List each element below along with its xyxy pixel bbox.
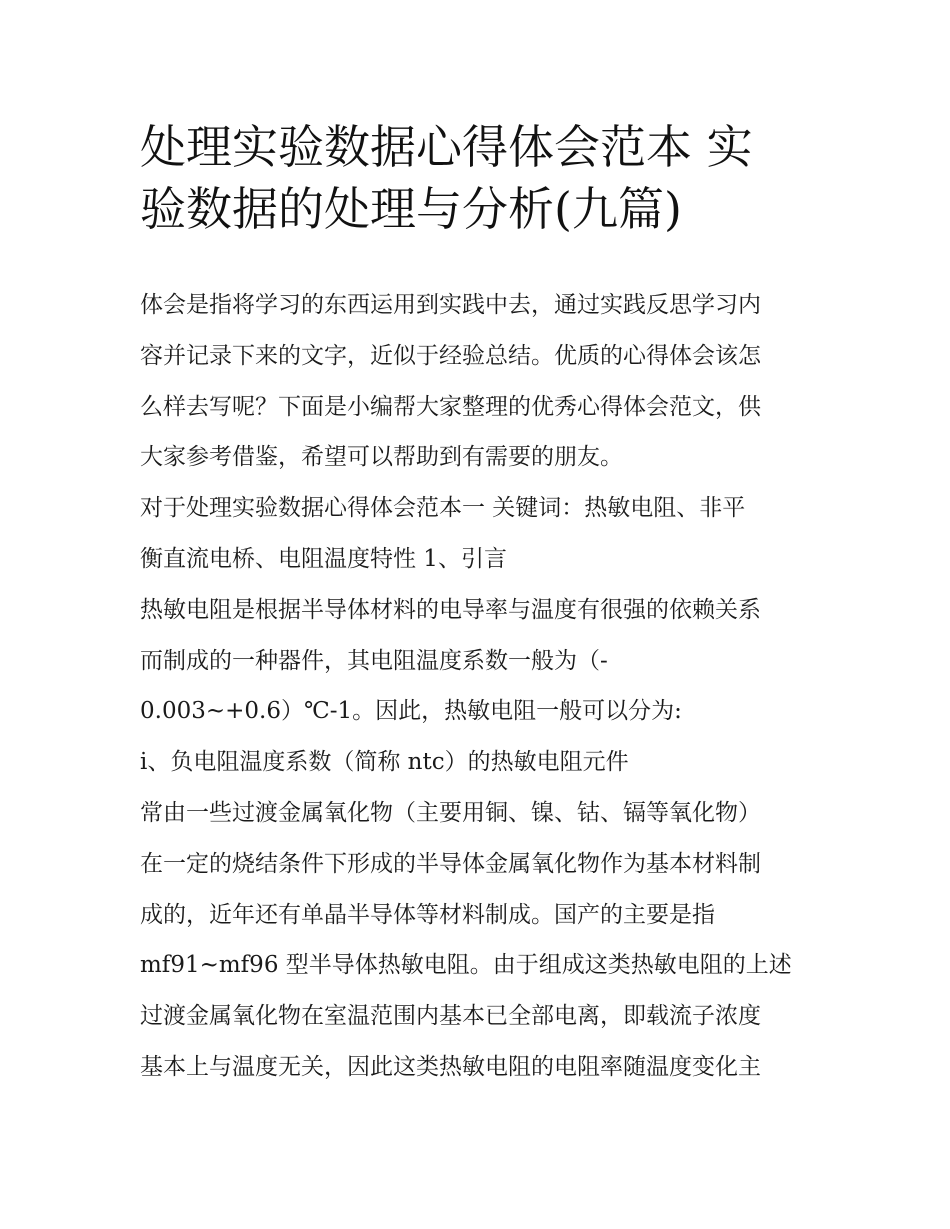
body-line-7: 热敏电阻是根据半导体材料的电导率与温度有很强的依赖关系	[140, 596, 761, 623]
body-line-2: 容并记录下来的文字，近似于经验总结。优质的心得体会该怎	[140, 342, 761, 369]
body-line-5: 对于处理实验数据心得体会范本一 关键词：热敏电阻、非平	[140, 495, 746, 522]
body-line-15: 过渡金属氧化物在室温范围内基本已全部电离，即载流子浓度	[140, 1003, 761, 1030]
body-line-8: 而制成的一种器件，其电阻温度系数一般为（-	[140, 647, 608, 674]
body-line-4: 大家参考借鉴，希望可以帮助到有需要的朋友。	[140, 444, 623, 471]
title-line-2: 验数据的处理与分析(九篇)	[140, 182, 682, 236]
body-line-14: mf91~mf96 型半导体热敏电阻。由于组成这类热敏电阻的上述	[140, 952, 792, 979]
document-body	[140, 280, 830, 1093]
body-line-13: 成的，近年还有单晶半导体等材料制成。国产的主要是指	[140, 901, 715, 928]
body-line-9: 0.003~+0.6）℃-1。因此，热敏电阻一般可以分为:	[140, 698, 682, 725]
title-line-1: 处理实验数据心得体会范本 实	[140, 120, 753, 174]
body-line-1: 体会是指将学习的东西运用到实践中去，通过实践反思学习内	[140, 292, 761, 318]
body-line-11: 常由一些过渡金属氧化物（主要用铜、镍、钴、镉等氧化物）	[140, 799, 761, 826]
body-line-16: 基本上与温度无关，因此这类热敏电阻的电阻率随温度变化主	[140, 1053, 761, 1080]
document-title	[140, 116, 830, 240]
body-line-3: 么样去写呢？下面是小编帮大家整理的优秀心得体会范文，供	[140, 393, 761, 420]
body-line-12: 在一定的烧结条件下形成的半导体金属氧化物作为基本材料制	[140, 850, 761, 877]
body-line-6: 衡直流电桥、电阻温度特性 1、引言	[140, 545, 507, 572]
body-line-10: i、负电阻温度系数（简称 ntc）的热敏电阻元件	[140, 749, 629, 776]
